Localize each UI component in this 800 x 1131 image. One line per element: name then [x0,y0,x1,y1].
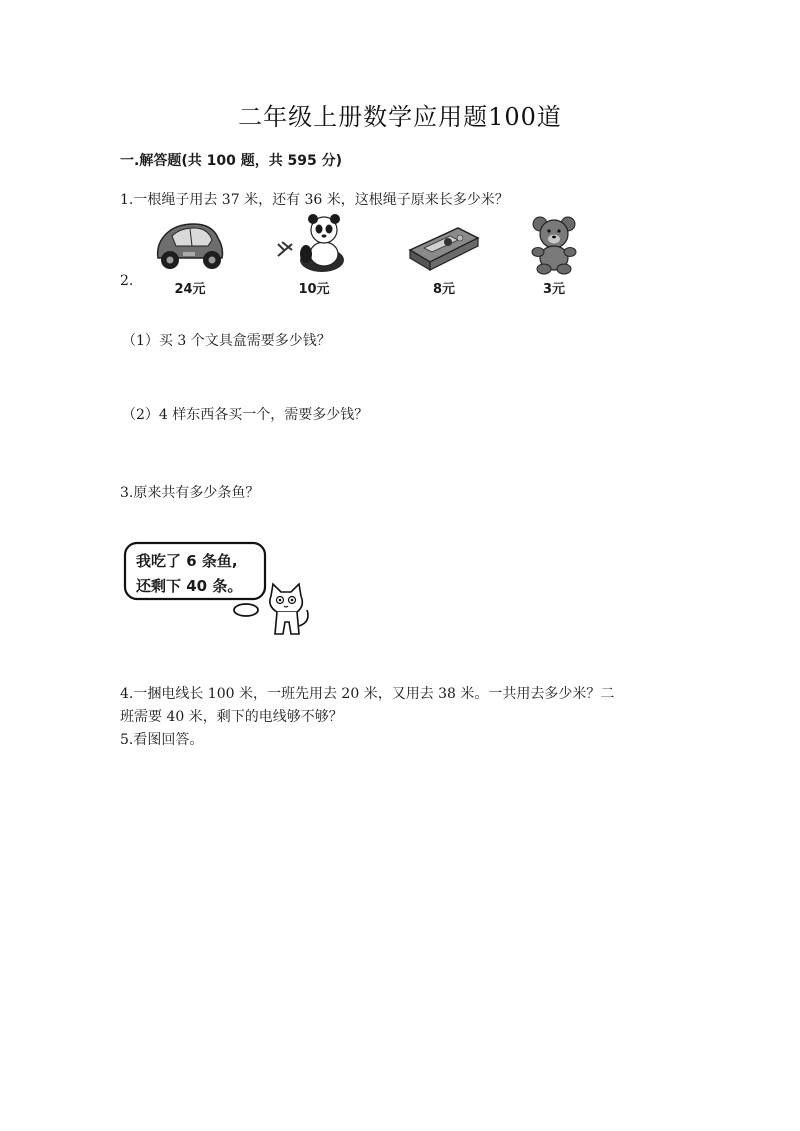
question-2-number: 2. [120,273,134,289]
price-items [150,214,590,298]
price-label: 8元 [432,282,456,297]
pencil-box-icon [404,214,484,276]
speech-bubble-line-1: 我吃了 6 条鱼, [136,552,238,570]
item-teddy-bear [514,214,594,298]
price-label: 24元 [174,282,206,297]
question-1: 1.一根绳子用去 37 米，还有 36 米，这根绳子原来长多少米？ [120,192,509,208]
speech-bubble-line-2: 还剩下 40 条。 [136,577,243,595]
cat-speech-illustration [122,540,322,645]
question-4-line-1: 4.一捆电线长 100 米，一班先用去 20 米，又用去 38 米。一共用去多少米？二 [120,686,615,702]
item-toy-car [150,214,230,298]
question-4-line-2: 班需要 40 米，剩下的电线够不够？ [120,709,343,725]
item-panda [274,214,354,298]
toy-car-icon [150,214,230,276]
teddy-bear-icon [514,214,594,276]
price-label: 3元 [542,282,566,297]
question-3: 3.原来共有多少条鱼？ [120,485,260,501]
section-heading: 一.解答题(共 100 题，共 595 分) [120,153,343,169]
question-2-sub-1: （1）买 3 个文具盒需要多少钱？ [122,333,331,349]
page-title: 二年级上册数学应用题100道 [238,103,562,131]
question-5: 5.看图回答。 [120,732,204,748]
panda-icon [274,214,354,276]
question-2-sub-2: （2）4 样东西各买一个，需要多少钱？ [122,407,369,423]
item-pencil-box [404,214,484,298]
cat-icon [257,582,317,642]
price-label: 10元 [298,282,330,297]
